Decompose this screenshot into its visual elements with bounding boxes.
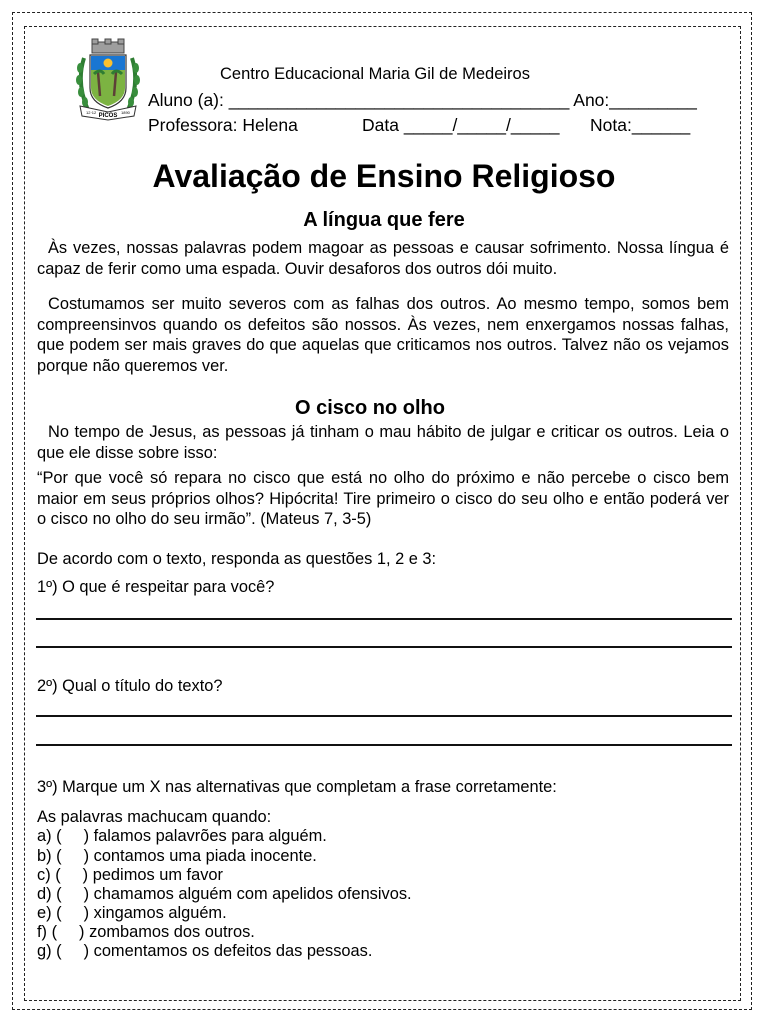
option-b[interactable] — [37, 847, 317, 866]
option-f[interactable] — [37, 923, 255, 942]
option-d[interactable] — [37, 885, 412, 904]
logo-year-right: 1890 — [121, 110, 130, 115]
option-letter: e) ( — [37, 904, 62, 922]
instructions: De acordo com o texto, responda as questões 1, 2 e 3: — [37, 550, 437, 568]
option-close: ) — [83, 827, 90, 845]
page-title: Avaliação de Ensino Religioso — [152, 158, 616, 194]
option-close: ) — [82, 866, 89, 884]
logo-text: PICOS — [98, 113, 118, 119]
option-close: ) — [79, 923, 85, 941]
city-seal-logo — [74, 38, 142, 122]
paragraph-lingua-1: Às vezes, nossas palavras podem magoar as pessoas e causar sofrimento. Nossa língua é capaz de ferir como uma espada. Ouvir desaforos dos outros dói muito. — [37, 239, 729, 278]
option-close: ) — [83, 942, 90, 960]
option-c[interactable] — [37, 866, 223, 885]
answer-line-q1-b[interactable] — [36, 646, 732, 648]
option-close: ) — [83, 885, 90, 903]
option-text: zombamos dos outros. — [89, 923, 255, 941]
option-letter: c) ( — [37, 866, 61, 884]
question-3: 3º) Marque um X nas alternativas que completam a frase corretamente: — [37, 778, 557, 796]
paragraph-cisco-intro: No tempo de Jesus, as pessoas já tinham o mau hábito de julgar e criticar os outros. Leia o que ele disse sobre isso: — [37, 423, 729, 462]
option-letter: g) ( — [37, 942, 62, 960]
option-text: xingamos alguém. — [93, 904, 227, 922]
paragraph-lingua-2: Costumamos ser muito severos com as falhas dos outros. Ao mesmo tempo, somos bem compreensinvos quando os defeitos são nossos. Às vezes, nem enxergamos nossas falhas, que podem ser mais graves do que aquelas que criticamos nos outros. Talvez não os vejamos porque não queremos ver. — [37, 295, 729, 375]
option-close: ) — [83, 847, 90, 865]
option-text: falamos palavrões para alguém. — [93, 827, 327, 845]
date-field[interactable]: Data _____/_____/_____ — [362, 115, 560, 135]
question-1: 1º) O que é respeitar para você? — [37, 578, 275, 596]
school-name: Centro Educacional Maria Gil de Medeiros — [220, 65, 530, 83]
teacher-name: Professora: Helena — [148, 115, 298, 135]
question-2: 2º) Qual o título do texto? — [37, 677, 223, 695]
option-g[interactable] — [37, 942, 372, 961]
option-text: chamamos alguém com apelidos ofensivos. — [93, 885, 412, 903]
option-text: contamos uma piada inocente. — [93, 847, 317, 865]
option-letter: f) ( — [37, 923, 58, 941]
answer-line-q2-a[interactable] — [36, 715, 732, 717]
option-letter: b) ( — [37, 847, 62, 865]
option-e[interactable] — [37, 904, 227, 923]
option-close: ) — [83, 904, 90, 922]
answer-line-q2-b[interactable] — [36, 744, 732, 746]
section-heading-cisco: O cisco no olho — [294, 397, 445, 419]
bible-quote: “Por que você só repara no cisco que está no olho do próximo e não percebe o cisco bem maior em seus próprios olhos? Hipócrita! Tire primeiro o cisco do seu olho e então poderá ver o cisco no olho do seu irmão”. (Mateus 7, 3-5) — [37, 469, 729, 528]
option-letter: d) ( — [37, 885, 62, 903]
logo-year-left: 12·12 — [86, 110, 97, 115]
student-name-field[interactable]: Aluno (a): ___________________________________ Ano:_________ — [148, 90, 697, 110]
option-text: pedimos um favor — [92, 866, 223, 884]
grade-field[interactable]: Nota:______ — [590, 115, 691, 135]
option-a[interactable] — [37, 827, 327, 846]
question-3-stem: As palavras machucam quando: — [37, 808, 272, 826]
section-heading-lingua: A língua que fere — [303, 209, 465, 231]
option-letter: a) ( — [37, 827, 62, 845]
option-text: comentamos os defeitos das pessoas. — [93, 942, 373, 960]
answer-line-q1-a[interactable] — [36, 618, 732, 620]
